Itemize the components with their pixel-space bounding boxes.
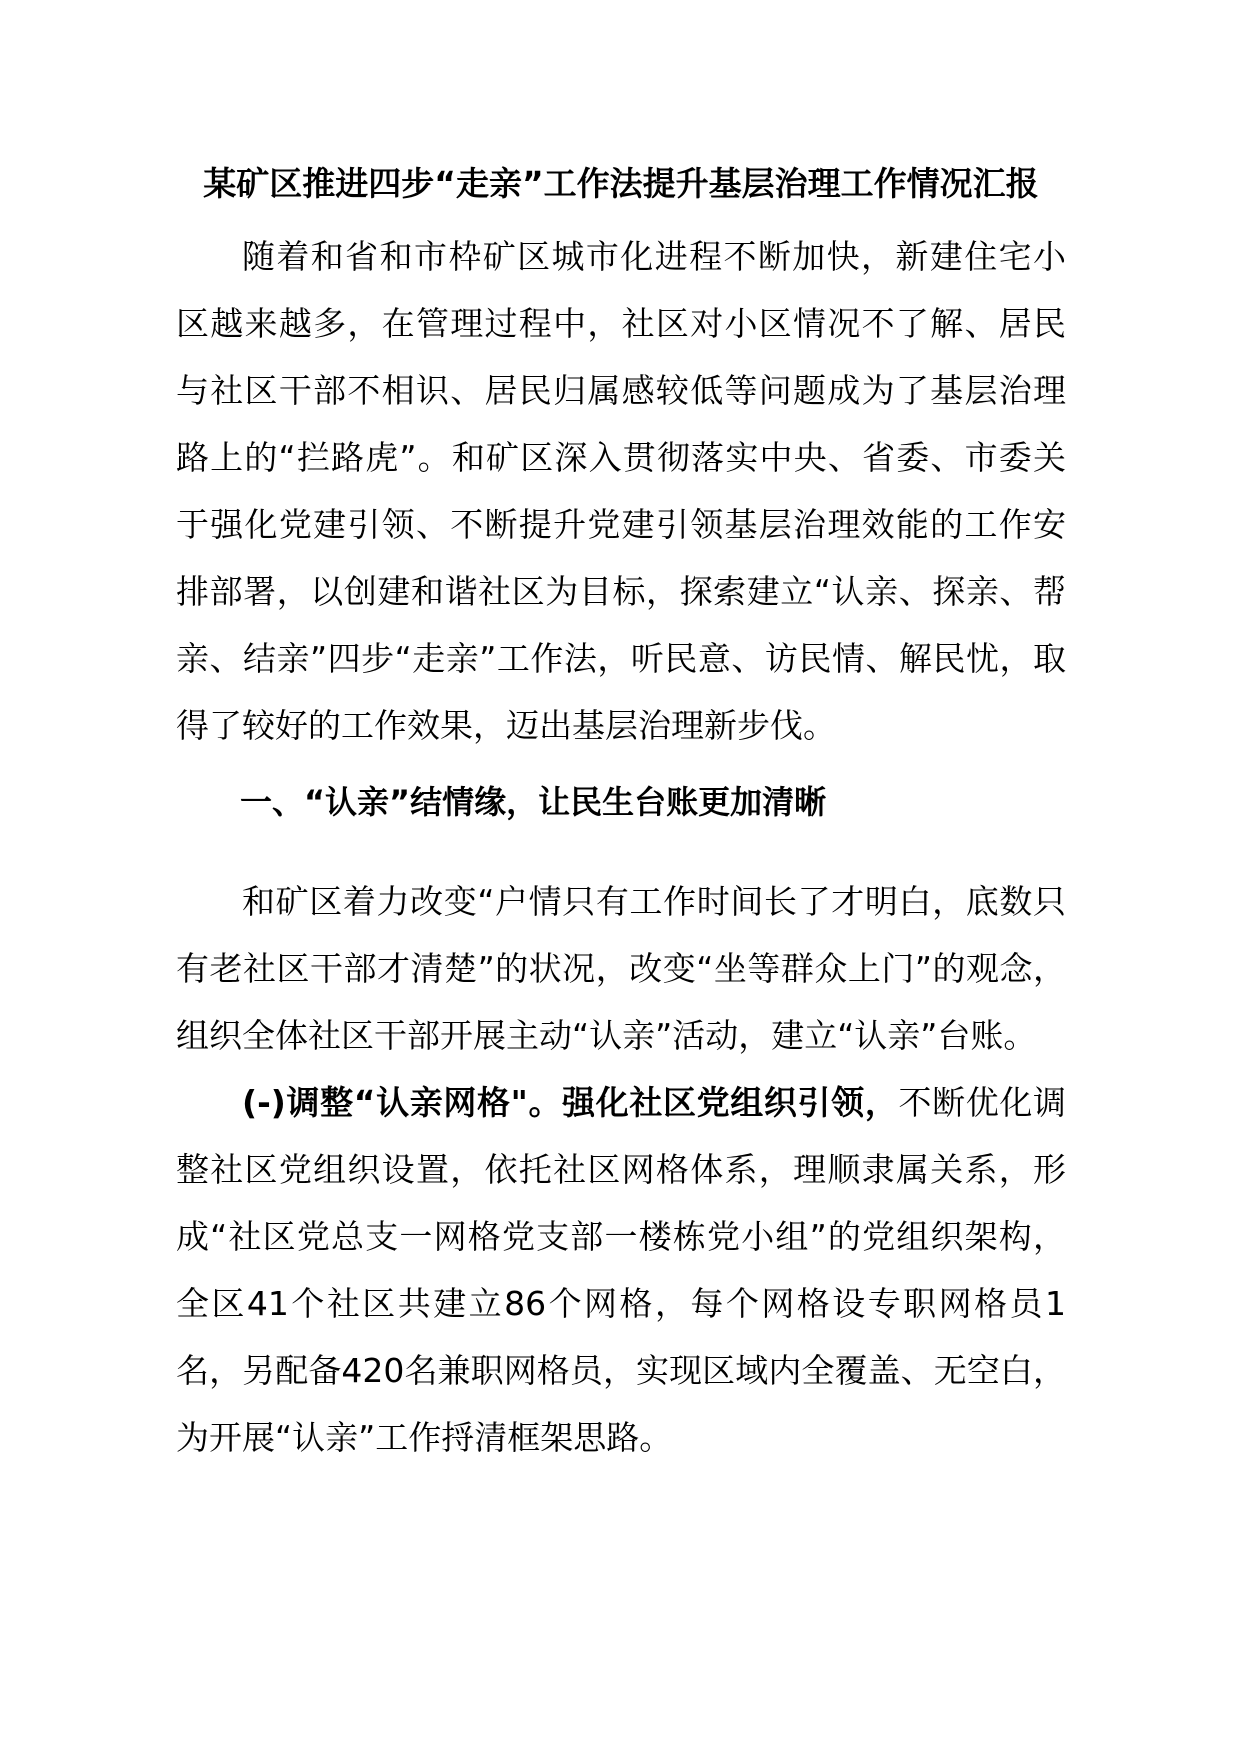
document-title: 某矿区推进四步“走亲”工作法提升基层治理工作情况汇报 xyxy=(203,164,1039,203)
subsection-1-body: 不断优化调整社区党组织设置，依托社区网格体系，理顺隶属关系，形成“社区党总支一网格党支部一楼栋党小组”的党组织架构，全区41个社区共建立86个网格，每个网格设专职网格员1名，另配备420名兼职网格员，实现区域内全覆盖、无空白，为开展“认亲”工作捋清框架思路。 xyxy=(176,1083,1066,1457)
subsection-1-paragraph xyxy=(176,1069,1066,1471)
subsection-1-lead: (-)调整“认亲网格"。强化社区党组织引领， xyxy=(242,1083,899,1122)
document-page xyxy=(176,150,1066,1471)
section-1-paragraph: 和矿区着力改变“户情只有工作时间长了才明白，底数只有老社区干部才清楚”的状况，改变“坐等群众上门”的观念，组织全体社区干部开展主动“认亲”活动，建立“认亲”台账。 xyxy=(176,882,1066,1055)
intro-paragraph: 随着和省和市枠矿区城市化进程不断加快，新建住宅小区越来越多，在管理过程中，社区对小区情况不了解、居民与社区干部不相识、居民归属感较低等问题成为了基层治理路上的“拦路虎”。和矿区深入贯彻落实中央、省委、市委关于强化党建引领、不断提升党建引领基层治理效能的工作安排部署，以创建和谐社区为目标，探索建立“认亲、探亲、帮亲、结亲”四步“走亲”工作法，听民意、访民情、解民忧，取得了较好的工作效果，迈出基层治理新步伐。 xyxy=(176,237,1066,745)
section-1-heading: 一、“认亲”结情缘，让民生台账更加清晰 xyxy=(240,783,827,821)
